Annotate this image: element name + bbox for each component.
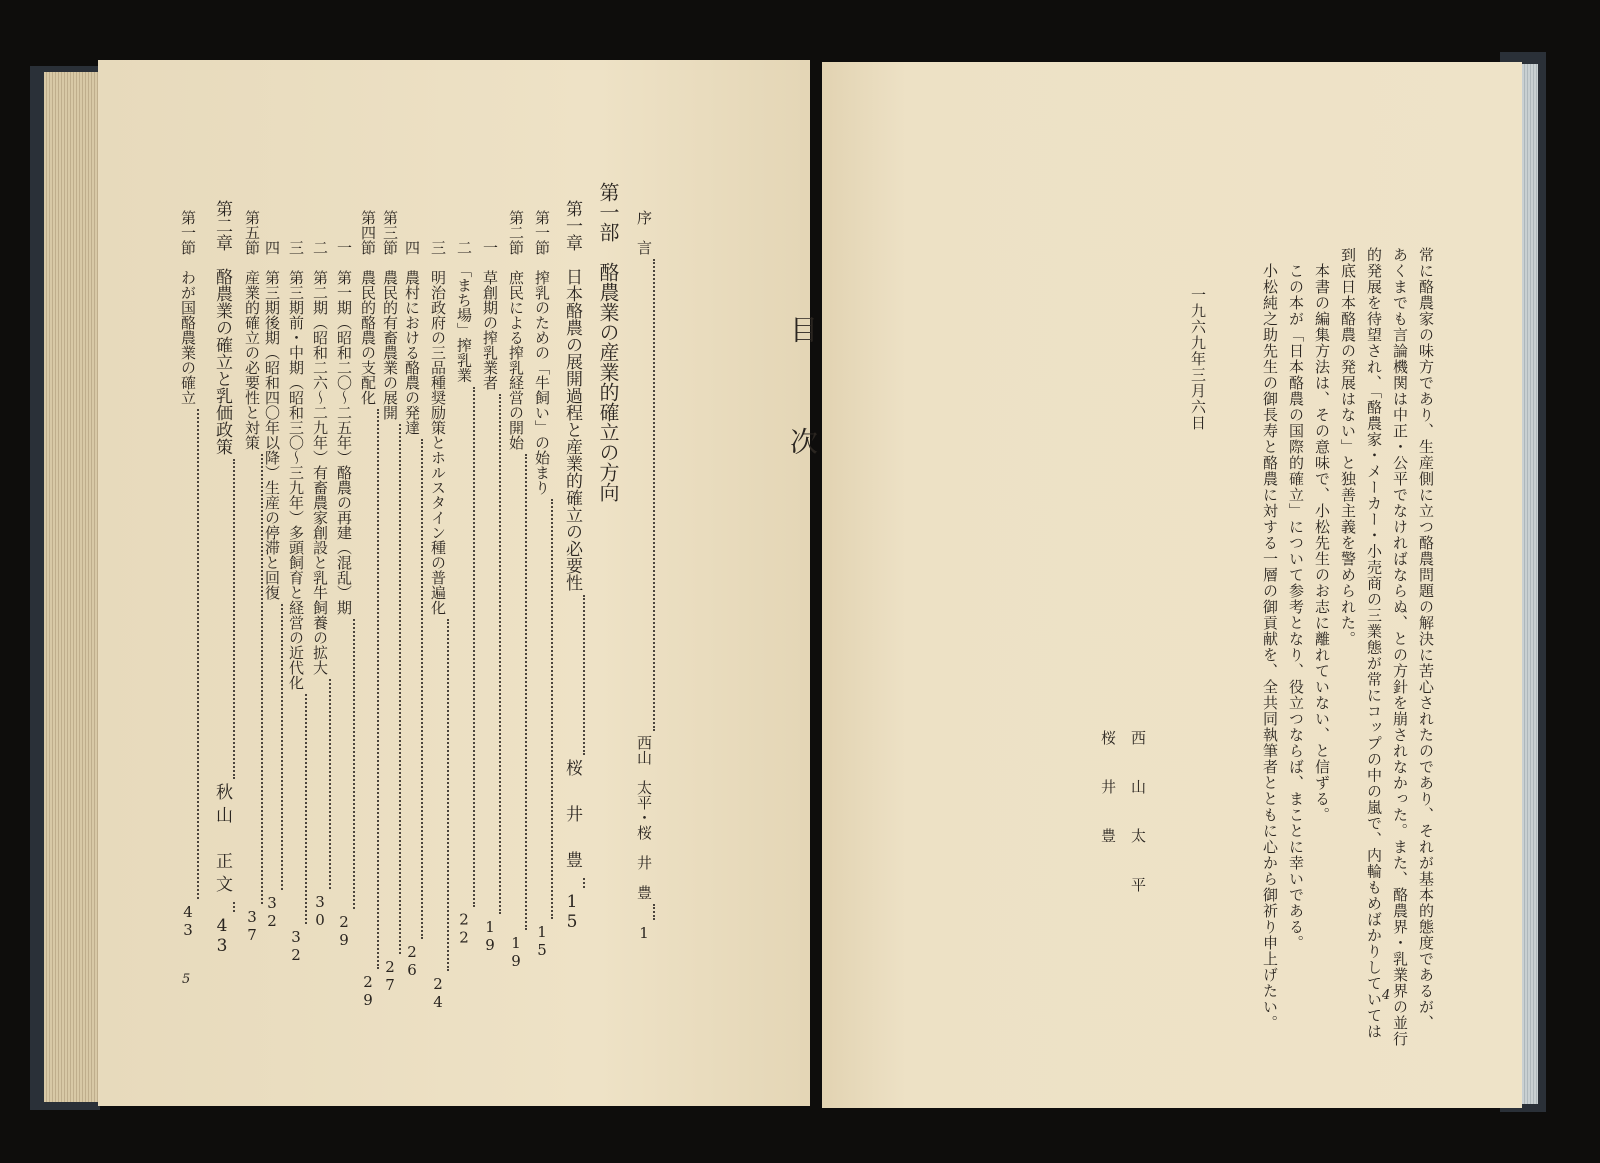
toc-part1: 第一部 酪農業の産業的確立の方向 bbox=[596, 182, 620, 502]
toc-section4-item2: 二 第二期（昭和二六〜二九年）有畜農家創設と乳牛飼養の拡大30 bbox=[311, 240, 329, 929]
preface-line-7: 小松純之助先生の御長寿と酪農に対する一層の御貢献を、全共同執筆者とともに心から御祈り申上げたい。 bbox=[1261, 263, 1279, 1031]
preface-line-5: 本書の編集方法は、その意味で、小松先生のお志に離れていない、と信ずる。 bbox=[1313, 263, 1331, 823]
toc-chapter2-section1: 第一節 わが国酪農業の確立43 bbox=[179, 210, 197, 939]
page-number-left: 5 bbox=[182, 972, 191, 987]
toc-chapter1: 第一章 日本酪農の展開過程と産業的確立の必要性桜 井 豊15 bbox=[560, 200, 585, 932]
toc-section2: 第二節 庶民による搾乳経営の開始19 bbox=[507, 210, 525, 970]
toc-section4-item4: 四 第三期後期（昭和四〇年以降）生産の停滞と回復32 bbox=[263, 240, 281, 930]
toc-chapter2: 第二章 酪農業の確立と乳価政策秋山 正文43 bbox=[210, 200, 235, 956]
toc-section4-item1: 一 第一期（昭和二〇〜二五年）酪農の再建（混乱）期29 bbox=[335, 240, 353, 949]
toc-section2-item2: 二 「まち場」搾乳業22 bbox=[455, 240, 473, 947]
toc-section1: 第一節 搾乳のための「牛飼い」の始まり15 bbox=[533, 210, 551, 959]
toc-title: 目 次 bbox=[786, 315, 819, 483]
toc-preface: 序 言西山 太平・桜 井 豊1 bbox=[635, 210, 653, 942]
toc-section2-item1: 一 草創期の搾乳業者19 bbox=[481, 240, 499, 954]
preface-line-6: この本が「日本酪農の国際的確立」について参考となり、役立つならば、まことに幸いである。 bbox=[1287, 263, 1305, 951]
preface-date: 一九六九年三月六日 bbox=[1189, 287, 1207, 431]
page-edges-left bbox=[44, 72, 100, 1102]
toc-page bbox=[98, 60, 819, 1106]
toc-section4-item3: 三 第三期前・中期（昭和三〇〜三九年）多頭飼育と経営の近代化32 bbox=[287, 240, 305, 964]
page-number-right: 4 bbox=[1382, 988, 1391, 1003]
toc-section5: 第五節 産業的確立の必要性と対策37 bbox=[243, 210, 261, 944]
page-edges-right bbox=[1522, 64, 1538, 1104]
preface-page bbox=[822, 62, 1522, 1108]
preface-line-1: 常に酪農家の味方であり、生産側に立つ酪農問題の解決に苦心されたのであり、それが基本的態度であるが、 bbox=[1417, 247, 1435, 1031]
toc-section2-item3: 三 明治政府の三品種奨励策とホルスタイン種の普遍化24 bbox=[429, 240, 447, 1011]
toc-section3: 第三節 農民的有畜農業の展開27 bbox=[381, 210, 399, 994]
preface-line-3: 的発展を待望され、「酪農家・メーカー・小売商の三業態が常にコップの中の嵐で、内輪もめばかりしていては bbox=[1365, 247, 1383, 1040]
preface-signature-1: 西山太平 bbox=[1129, 730, 1147, 926]
preface-line-2: あくまでも言論機関は中正・公平でなければならぬ、との方針を崩されなかった。また、酪農界・乳業界の並行 bbox=[1391, 247, 1409, 1047]
toc-section2-item4: 四 農村における酪農の発達26 bbox=[403, 240, 421, 979]
toc-section4: 第四節 農民的酪農の支配化29 bbox=[359, 210, 377, 1009]
preface-signature-2: 桜井豊 bbox=[1099, 730, 1117, 877]
preface-line-4: 到底日本酪農の発展はない」と独善主義を警められた。 bbox=[1339, 247, 1357, 647]
